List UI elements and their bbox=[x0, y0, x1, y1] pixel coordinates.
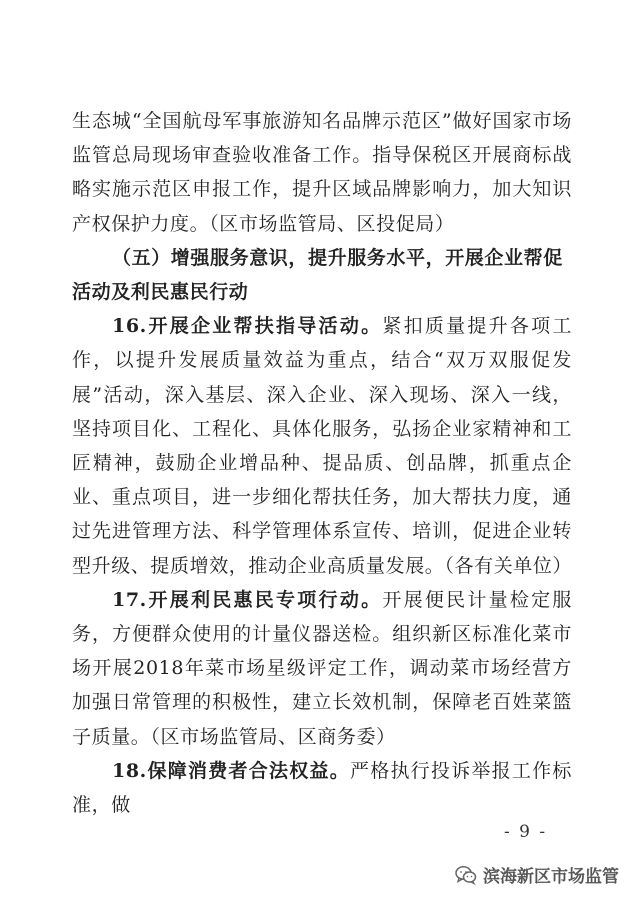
item-18-body: 严格执行投诉举报工作标准，做 bbox=[72, 759, 572, 817]
watermark bbox=[455, 862, 619, 887]
item-16 bbox=[72, 309, 572, 583]
item-17-body: 开展便民计量检定服务，方便群众使用的计量仪器送检。组织新区标准化菜市场开展2018年菜市场星级评定工作，调动菜市场经营方加强日常管理的积极性，建立长效机制，保障老百姓菜篮子质量。（区市场监管局、区商务委） bbox=[72, 588, 572, 748]
item-18-title: 18.保障消费者合法权益。 bbox=[112, 759, 350, 782]
section-heading-5: （五）增强服务意识，提升服务水平，开展企业帮促活动及利民惠民行动 bbox=[72, 246, 563, 304]
item-16-title: 16.开展企业帮扶指导活动。 bbox=[112, 315, 383, 338]
watermark-text: 滨海新区市场监管 bbox=[483, 867, 619, 887]
item-18 bbox=[72, 754, 572, 822]
document-body bbox=[72, 104, 572, 822]
item-17 bbox=[72, 583, 572, 754]
paragraph-brand-demo: 生态城“全国航母军事旅游知名品牌示范区”做好国家市场监管总局现场审查验收准备工作。指导保税区开展商标战略实施示范区申报工作，提升区域品牌影响力，加大知识产权保护力度。（区市场监管局、区投促局） bbox=[72, 110, 572, 235]
item-17-title: 17.开展利民惠民专项行动。 bbox=[112, 588, 383, 611]
item-16-body: 紧扣质量提升各项工作，以提升发展质量效益为重点，结合“双万双服促发展”活动，深入基层、深入企业、深入现场、深入一线，坚持项目化、工程化、具体化服务，弘扬企业家精神和工匠精神，鼓励企业增品种、提品质、创品牌，抓重点企业、重点项目，进一步细化帮扶任务，加大帮扶力度，通过先进管理方法、科学管理体系宣传、培训，促进企业转型升级、提质增效，推动企业高质量发展。（各有关单位） bbox=[72, 315, 573, 577]
page-number: - 9 - bbox=[504, 822, 548, 842]
wechat-icon bbox=[455, 865, 477, 885]
